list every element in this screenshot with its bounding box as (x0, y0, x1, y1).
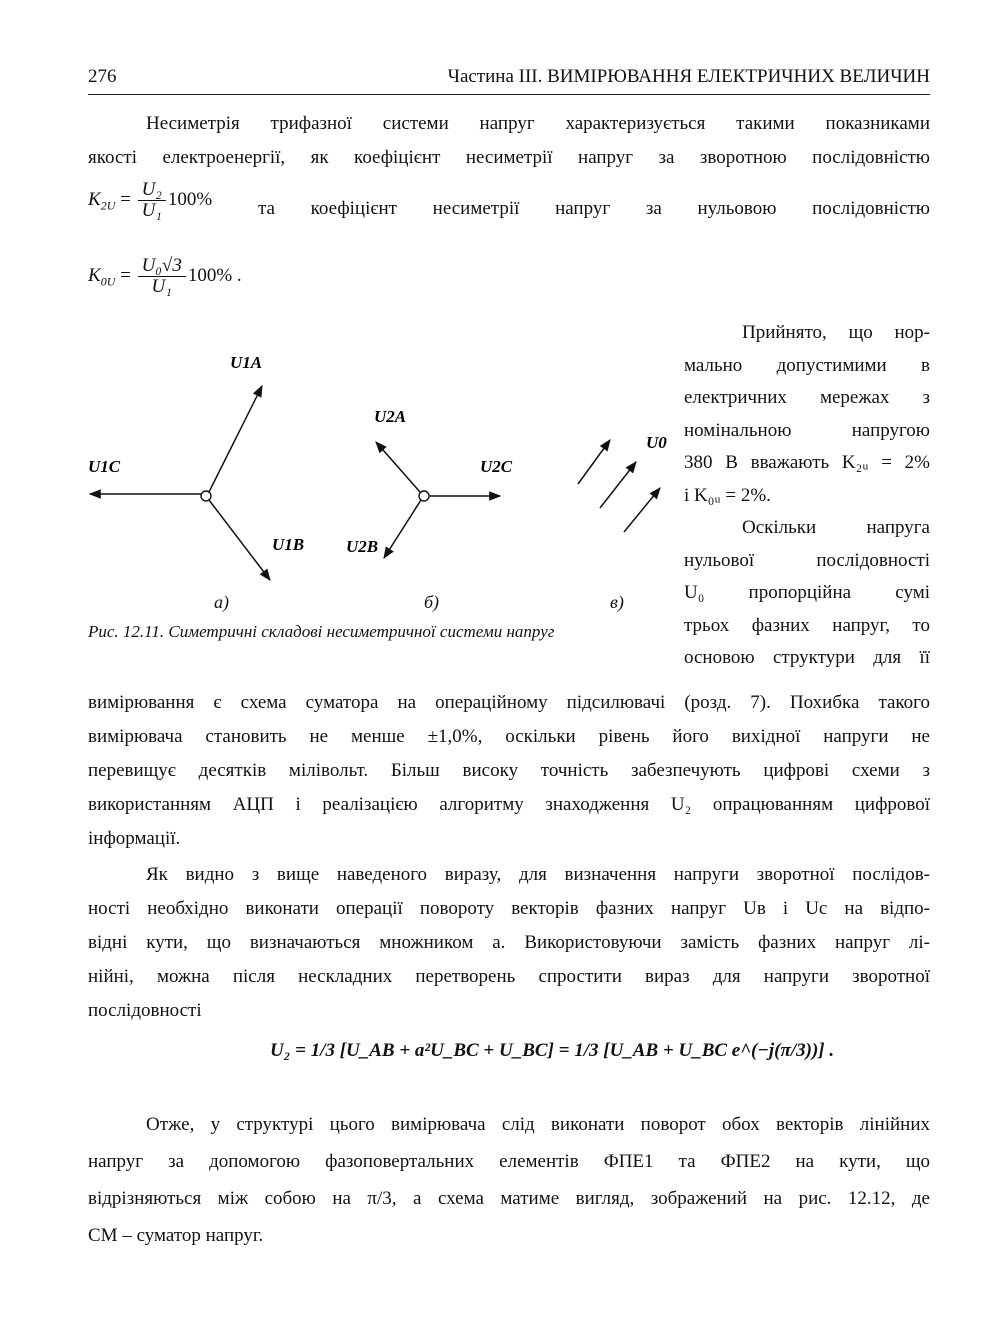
figure-caption: Рис. 12.11. Симетричні складові несиметричної системи напруг (88, 622, 555, 641)
header-rule (88, 94, 930, 95)
intro-line-1: Несиметрія трифазної системи напруг характеризується такими показниками (146, 113, 930, 134)
para3-line: відні кути, що визначаються множником a. Використовуючи замість фазних напруг лі- (88, 932, 930, 953)
node-b (419, 491, 429, 501)
vector-u1a (208, 386, 262, 494)
vector-diagram (80, 330, 680, 620)
negative-sequence-formula: U₂ = 1/3 [U_AB + a²U_BC + U_BC] = 1/3 [U_AB + U_BC e^(−j(π/3))] . (270, 1040, 835, 1061)
running-title: Частина III. ВИМІРЮВАННЯ ЕЛЕКТРИЧНИХ ВЕЛИЧИН (447, 66, 930, 87)
para2-line: вимірювача становить не менше ±1,0%, оскільки рівень його вихідної напруги не (88, 726, 930, 747)
para3-line: нійні, можна після нескладних перетворень спростити вираз для напруги зворотної (88, 966, 930, 987)
label-u2b: U2B (346, 537, 379, 556)
side-line: трьох фазних напруг, то (684, 614, 930, 636)
k0u-formula: $K_{0U}$ = $\frac{\text{U₀√3}}{\text{U₁}}$ 100% . (88, 255, 242, 297)
intro-line-3-tail: та коефіцієнт несиметрії напруг за нульовою послідовністю (258, 198, 930, 219)
para2-line: використанням АЦП і реалізацією алгоритму знаходження U₂ опрацюванням цифрової (88, 794, 930, 815)
para2-line: вимірювання є схема суматора на операційному підсилювачі (розд. 7). Похибка такого (88, 692, 930, 713)
para4-line: СМ – суматор напруг. (88, 1225, 264, 1246)
label-u1b: U1B (272, 535, 305, 554)
label-u1a: U1A (230, 353, 263, 372)
para3-line: ності необхідно виконати операції повороту векторів фазних напруг Uв і Uс на відпо- (88, 898, 930, 919)
label-u0: U0 (646, 433, 667, 452)
label-u1c: U1C (88, 457, 121, 476)
positive-sequence-star (88, 353, 304, 580)
side-line: і K₀ᵤ = 2%. (684, 484, 771, 506)
page-number: 276 (88, 66, 117, 87)
side-line: мально допустимими в (684, 354, 930, 376)
side-line: нульової послідовності (684, 549, 930, 571)
para4-line: Отже, у структурі цього вимірювача слід виконати поворот обох векторів лінійних (146, 1114, 930, 1135)
vector-u2b (384, 500, 421, 558)
para4-line: напруг за допомогою фазоповертальних елементів ФПЕ1 та ФПЕ2 на кути, що (88, 1151, 930, 1172)
intro-line-2: якості електроенергії, як коефіцієнт несиметрії напруг за зворотною послідовністю (88, 147, 930, 168)
subfig-c-label: в) (610, 592, 624, 612)
side-line: 380 B вважають K₂ᵤ = 2% (684, 452, 930, 473)
subfig-b-label: б) (424, 592, 440, 612)
vector-u2a (376, 442, 420, 492)
zero-sequence-vectors (578, 433, 667, 532)
side-line: U₀ пропорційна сумі (684, 582, 930, 603)
negative-sequence-star (346, 407, 513, 558)
side-text (684, 317, 930, 675)
para3-line: послідовності (88, 1000, 202, 1021)
para2-line: перевищує десятків мілівольт. Більш високу точність забезпечують цифрові схеми з (88, 760, 930, 781)
para2-line: інформації. (88, 828, 181, 849)
para3-line: Як видно з вище наведеного виразу, для визначення напруги зворотної послідов- (146, 864, 930, 885)
side-line: Прийнято, що нор- (742, 322, 930, 343)
label-u2a: U2A (374, 407, 407, 426)
side-line: номінальною напругою (684, 419, 930, 441)
vector-u1b (209, 500, 270, 580)
side-line: Оскільки напруга (742, 517, 930, 538)
node-a (201, 491, 211, 501)
k2u-formula: $K_{2U}$ = $\frac{\text{U₂}}{\text{U₁}}$ 100% (88, 179, 213, 221)
side-line: електричних мережах з (684, 387, 930, 408)
label-u2c: U2C (480, 457, 513, 476)
side-line: основою структури для її (684, 647, 930, 668)
para4-line: відрізняються між собою на π/3, а схема матиме вигляд, зображений на рис. 12.12, де (88, 1188, 930, 1209)
subfig-a-label: а) (214, 592, 229, 612)
